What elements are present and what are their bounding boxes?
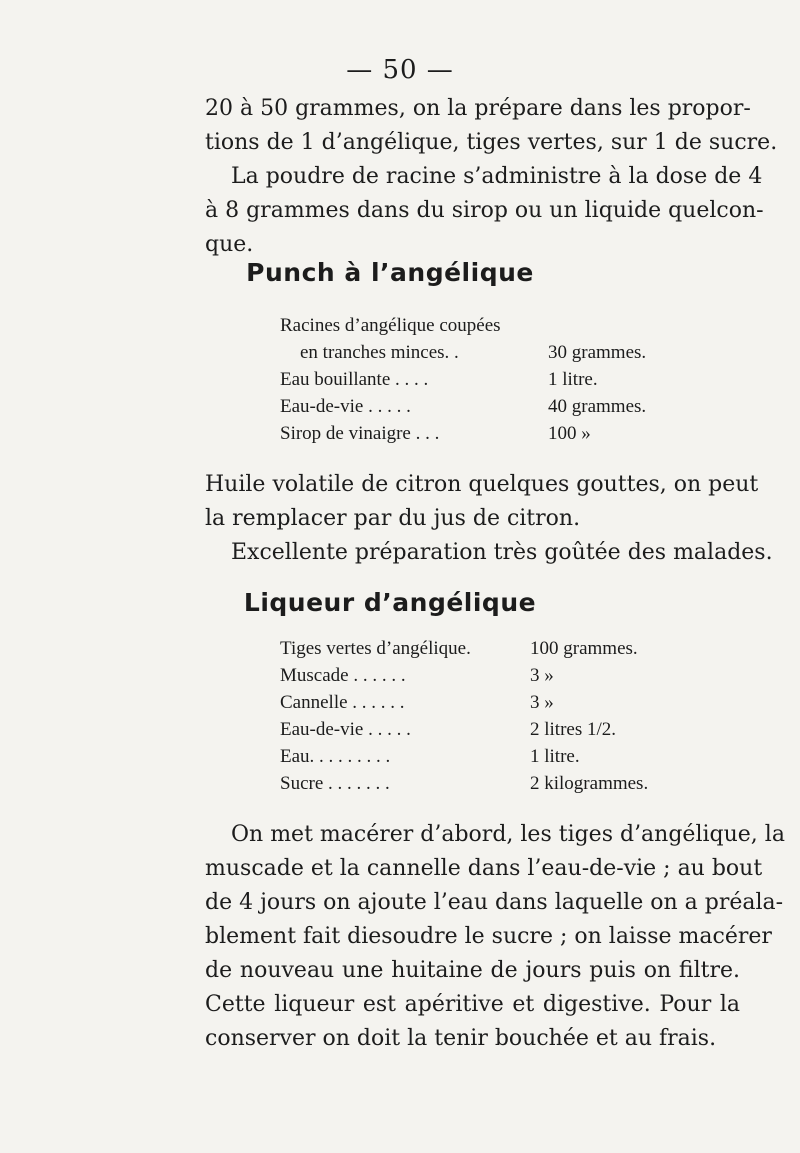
ingredient-quantity: 2 kilogrammes. (530, 773, 649, 794)
intro-line: à 8 grammes dans du sirop ou un liquide quelcon- (205, 198, 764, 223)
ingredient-name: Muscade . . . . . . (280, 665, 406, 686)
ingredient-quantity: 3 » (530, 692, 554, 713)
intro-line: La poudre de racine s’administre à la dose de 4 (231, 164, 763, 189)
note-line: la remplacer par du jus de citron. (205, 506, 581, 531)
punch-heading: Punch à l’angélique (246, 258, 534, 287)
method-line: muscade et la cannelle dans l’eau-de-vie ; au bout (205, 856, 763, 881)
ingredient-quantity: 100 » (548, 423, 591, 444)
ingredient-name: Eau. . . . . . . . . (280, 746, 391, 767)
ingredient-name: en tranches minces. . (300, 342, 459, 363)
method-line: de nouveau une huitaine de jours puis on filtre. (205, 958, 740, 983)
method-line: Cette liqueur est apéritive et digestive. Pour la (205, 992, 740, 1017)
intro-line: 20 à 50 grammes, on la prépare dans les propor- (205, 96, 751, 121)
ingredient-quantity: 1 litre. (530, 746, 580, 767)
liqueur-heading: Liqueur d’angélique (243, 588, 537, 617)
ingredient-quantity: 3 » (530, 665, 554, 686)
ingredient-name: Tiges vertes d’angélique. (280, 638, 471, 659)
ingredient-name: Racines d’angélique coupées (280, 315, 501, 336)
ingredient-name: Sirop de vinaigre . . . (280, 423, 440, 444)
ingredient-name: Eau bouillante . . . . (280, 369, 429, 390)
intro-line: tions de 1 d’angélique, tiges vertes, sur 1 de sucre. (205, 130, 778, 155)
ingredient-name: Eau-de-vie . . . . . (280, 719, 411, 740)
intro-line: que. (205, 232, 254, 257)
method-line: conserver on doit la tenir bouchée et au frais. (205, 1026, 717, 1051)
ingredient-quantity: 30 grammes. (548, 342, 647, 363)
ingredient-quantity: 1 litre. (548, 369, 598, 390)
page-number: — 50 — (346, 55, 454, 85)
ingredient-quantity: 2 litres 1/2. (530, 719, 617, 740)
ingredient-quantity: 40 grammes. (548, 396, 647, 417)
liqueur-method (205, 818, 785, 1056)
ingredient-name: Sucre . . . . . . . (280, 773, 390, 794)
ingredient-name: Cannelle . . . . . . (280, 692, 405, 713)
punch-notes (205, 468, 773, 570)
method-line: On met macérer d’abord, les tiges d’angélique, la (231, 822, 785, 847)
ingredient-name: Eau-de-vie . . . . . (280, 396, 411, 417)
note-line: Excellente préparation très goûtée des malades. (231, 540, 773, 565)
method-line: de 4 jours on ajoute l’eau dans laquelle on a préala- (205, 890, 784, 915)
intro-paragraphs (205, 92, 778, 262)
method-line: blement fait diesoudre le sucre ; on laisse macérer (205, 924, 772, 949)
note-line: Huile volatile de citron quelques gouttes, on peut (205, 472, 759, 497)
ingredient-quantity: 100 grammes. (530, 638, 638, 659)
